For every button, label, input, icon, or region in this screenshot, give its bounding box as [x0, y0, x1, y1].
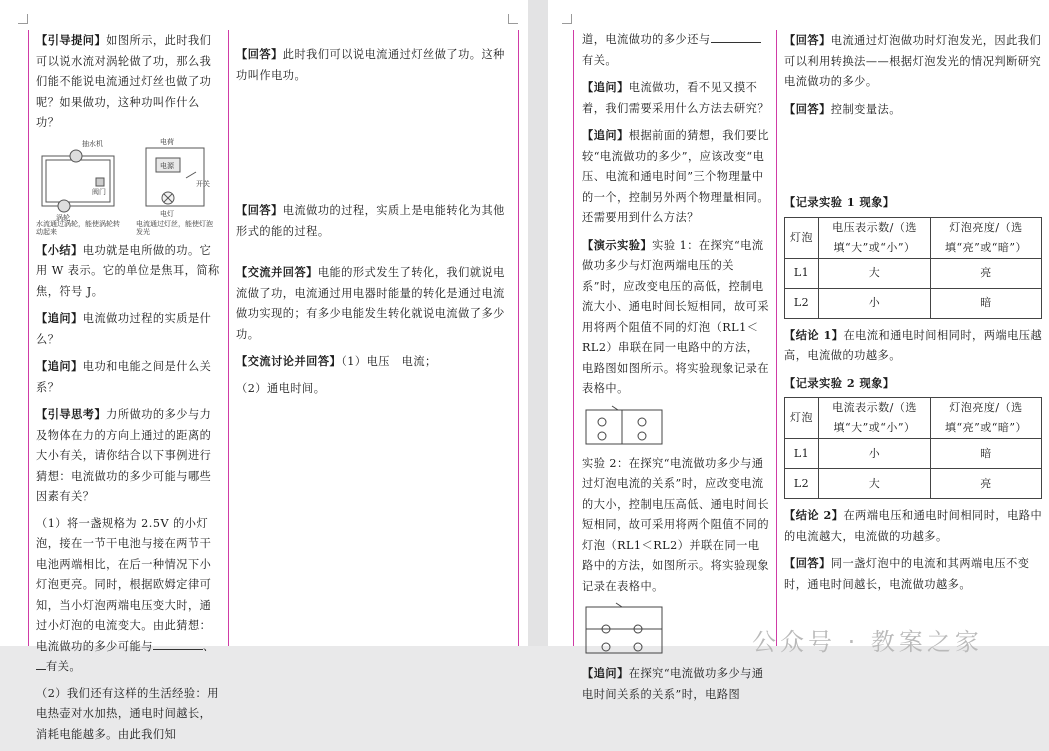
answer: 【回答】电流做功的过程，实质上是电能转化为其他形式的能的过程。 [236, 203, 505, 238]
table-header-row [785, 398, 1042, 439]
example-1: （1）将一盏规格为 2.5V 的小灯泡，接在一节干电池与接在两节干电池两端相比，在后一种情况下小灯泡更亮。同时，根据欧姆定律可知，当小灯泡两端电压变大时，通过小灯泡的电流变大。由此猜想：电流做功的多少可能与 、有关。 [36, 516, 215, 673]
demonstration-experiment: 【演示实验】实验 1：在探究“电流做功多少与灯泡两端电压的关系”时，应改变电压的高低，控制电流大小、通电时间长短相同，故可采用将两个阻值不同的灯泡（RL1＜RL2）串联在同一电路中的方法，电路图如图所示。将实验现象记录在表格中。 [582, 237, 770, 395]
table-header-cell: 灯泡亮度/（选填“亮”或“暗”） [931, 398, 1042, 439]
table2-title: 【记录实验 2 现象】 [784, 375, 895, 390]
table-header-row [785, 217, 1042, 258]
table-cell: 小 [819, 288, 931, 318]
caption-left: 水流通过涡轮，能使涡轮转动起来 [36, 219, 120, 236]
summary: 【小结】电功就是电所做的功。它用 W 表示。它的单位是焦耳，简称焦，符号 J。 [36, 242, 220, 298]
answer: 【回答】电流通过灯泡做功时灯泡发光，因此我们可以利用转换法——根据灯泡发光的情况判断研究电流做功的多少。 [784, 33, 1042, 88]
table-cell: L2 [785, 469, 819, 499]
fill-blank [153, 638, 203, 650]
follow-up-question: 【追问】电流做功，看不见又摸不着，我们需要采用什么方法去研究？ [582, 80, 770, 115]
column-border [228, 30, 229, 646]
conclusion: 【结论 2】在两端电压和通电时间相同时，电路中的电流越大，电流做的功越多。 [784, 508, 1043, 543]
table-cell: L1 [785, 258, 819, 288]
answer: 【回答】此时我们可以说电流通过灯丝做了功。这种功叫作电功。 [236, 47, 505, 82]
teacher-column [582, 30, 770, 711]
page-gutter [528, 0, 548, 646]
fill-blank [36, 658, 46, 670]
table-cell: 暗 [931, 439, 1042, 469]
discussion-answer: 【交流讨论并回答】（1）电压 电流； [236, 354, 437, 368]
fill-blank [711, 31, 761, 43]
lamp-label: 电灯 [160, 209, 174, 218]
table-row [785, 258, 1042, 288]
table-header-cell: 电压表示数/（选填“大”或“小”） [819, 217, 931, 258]
student-column [784, 30, 1046, 601]
source-label: 电源 [160, 161, 174, 170]
answer: 【回答】控制变量法。 [784, 101, 901, 116]
teacher-column [36, 30, 222, 751]
crop-mark [562, 14, 572, 24]
table-header-cell: 灯泡亮度/（选填“亮”或“暗”） [931, 217, 1042, 258]
follow-up-question: 【追问】根据前面的猜想，我们要比较“电流做功的多少”，应该改变“电压、电流和通电时间”三个物理量中的一个，控制另外两个物理量相同。还需要用到什么方法？ [582, 128, 770, 224]
column-border [28, 30, 29, 646]
document-page-left [0, 0, 528, 741]
experiment-1-table [784, 217, 1042, 319]
parallel-circuit-figure [582, 601, 666, 657]
guided-thinking: 【引导思考】力所做功的多少与力及物体在力的方向上通过的距离的大小有关，请你结合以下事例进行猜想：电流做功的多少可能与哪些因素有关？ [36, 407, 212, 503]
discussion-answer-2: （2）通电时间。 [236, 381, 326, 395]
column-border [573, 30, 574, 646]
watermark: 公众号 · 教案之家 [752, 628, 983, 656]
series-circuit-figure [582, 404, 666, 448]
follow-up-question: 【追问】在探究“电流做功多少与通电时间关系的关系”时，电路图 [582, 666, 764, 701]
valve-label: 阀门 [92, 187, 106, 196]
answer: 【回答】同一盏灯泡中的电流和其两端电压不变时，通电时间越长，电流做功越多。 [784, 556, 1030, 591]
switch-label: 开关 [196, 179, 210, 188]
table-row [785, 469, 1042, 499]
column-border [776, 30, 777, 646]
charge-label: 电荷 [160, 137, 174, 146]
column-border [518, 30, 519, 646]
table-row [785, 439, 1042, 469]
table-header-cell: 灯泡 [785, 217, 819, 258]
document-page-right [548, 0, 1049, 701]
caption-right: 电流通过灯丝，能使灯泡发光 [136, 219, 213, 236]
student-column [236, 30, 512, 405]
follow-up-question: 【追问】电流做功过程的实质是什么？ [36, 311, 212, 346]
guided-question: 【引导提问】如图所示，此时我们可以说水流对涡轮做了功，那么我们能不能说电流通过灯丝也做了功呢？如果做功，这种功叫作什么功？ [36, 33, 212, 129]
table-cell: 大 [819, 258, 931, 288]
water-circuit-analogy-figure [36, 138, 216, 234]
follow-up-question: 【追问】电功和电能之间是什么关系？ [36, 359, 212, 394]
pump-label: 抽水机 [82, 139, 103, 148]
experiment-2-table [784, 397, 1042, 499]
table1-title: 【记录实验 1 现象】 [784, 195, 895, 209]
continued-text: 道，电流做功的多少还与有关。 [582, 30, 770, 71]
turbine-label: 涡轮 [56, 213, 70, 222]
experiment-2: 实验 2：在探究“电流做功多少与通过灯泡电流的关系”时，应改变电流的大小，控制电压高低、通电时间长短相同，故可采用将两个阻值不同的灯泡（RL1＜RL2）并联在同一电路中的方法，如图所示。将实验现象记录在表格中。 [582, 456, 770, 593]
table-cell: L1 [785, 439, 819, 469]
crop-mark [18, 14, 28, 24]
table-cell: 暗 [931, 288, 1042, 318]
example-2: （2）我们还有这样的生活经验：用电热壶对水加热，通电时间越长，消耗电能越多。由此我们知 [36, 686, 219, 741]
table-header-cell: 电流表示数/（选填“大”或“小”） [819, 398, 931, 439]
table-cell: 亮 [931, 258, 1042, 288]
table-cell: 亮 [931, 469, 1042, 499]
discussion-answer: 【交流并回答】电能的形式发生了转化，我们就说电流做了功，电流通过用电器时能量的转化是通过电流做功实现的；有多少电能发生转化就说电流做了多少功。 [236, 265, 505, 341]
conclusion: 【结论 1】在电流和通电时间相同时，两端电压越高，电流做的功越多。 [784, 327, 1043, 362]
table-cell: 小 [819, 439, 931, 469]
table-header-cell: 灯泡 [785, 398, 819, 439]
table-cell: L2 [785, 288, 819, 318]
table-cell: 大 [819, 469, 931, 499]
table-row [785, 288, 1042, 318]
crop-mark [508, 14, 518, 24]
